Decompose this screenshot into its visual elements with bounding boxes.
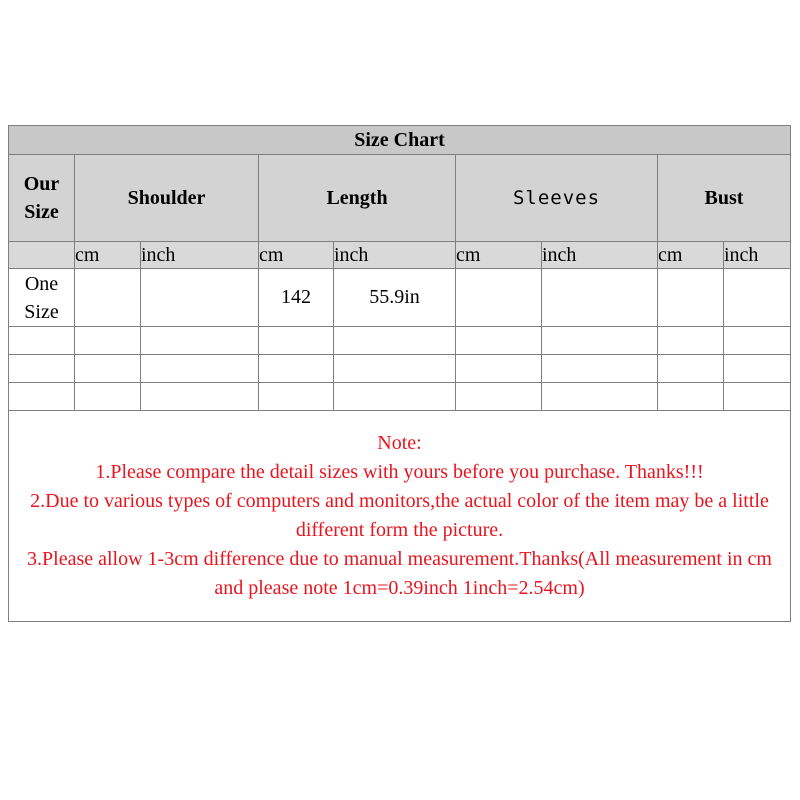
note-line-3: 3.Please allow 1-3cm difference due to manual measurement.Thanks(All measurement in cm and please note 1cm=0.39inch 1inch=2.54cm) [27,548,772,599]
cell-size: One Size [9,269,75,327]
cell-length-inch: 55.9in [334,269,456,327]
cell-shoulder-inch [141,269,259,327]
table-row [9,355,791,383]
table-row [9,327,791,355]
cell-bust-inch [724,269,791,327]
unit-sleeves-inch: inch [542,242,658,269]
unit-shoulder-inch: inch [141,242,259,269]
unit-length-cm: cm [259,242,334,269]
note-heading: Note: [377,432,422,454]
unit-sleeves-cm: cm [456,242,542,269]
header-sleeves: Sleeves [456,155,658,242]
unit-shoulder-cm: cm [75,242,141,269]
size-chart-sheet [8,125,790,622]
table-row [9,269,791,327]
note-line-2: 2.Due to various types of computers and monitors,the actual color of the item may be a little different form the picture. [30,490,769,541]
unit-bust-inch: inch [724,242,791,269]
table-row [9,383,791,411]
unit-spacer [9,242,75,269]
cell-length-cm: 142 [259,269,334,327]
unit-length-inch: inch [334,242,456,269]
unit-bust-cm: cm [658,242,724,269]
note-box [9,411,791,622]
header-shoulder: Shoulder [75,155,259,242]
header-length: Length [259,155,456,242]
header-bust: Bust [658,155,791,242]
table-title: Size Chart [9,126,791,155]
cell-sleeves-cm [456,269,542,327]
size-chart-table [8,125,791,622]
note-line-1: 1.Please compare the detail sizes with yours before you purchase. Thanks!!! [95,461,704,483]
cell-sleeves-inch [542,269,658,327]
cell-shoulder-cm [75,269,141,327]
header-our-size: Our Size [9,155,75,242]
cell-bust-cm [658,269,724,327]
